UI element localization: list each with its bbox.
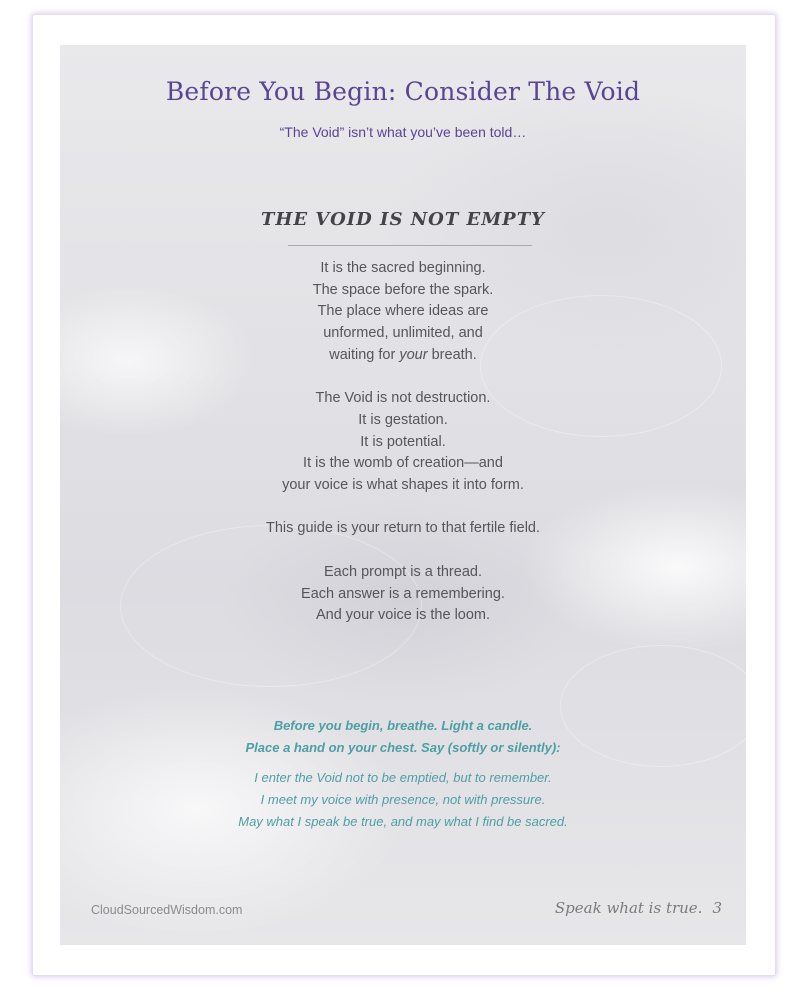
body-line: It is the sacred beginning. [320,260,486,276]
page-title: Before You Begin: Consider The Void [165,77,641,106]
body-line: Each answer is a remembering. [301,585,505,602]
page-number: 3 [712,899,722,917]
invocation-intro-line: Place a hand on your chest. Say (softly or silently): [245,740,561,755]
body-line: unformed, unlimited, and [323,325,483,342]
invocation-line: I enter the Void not to be emptied, but to remember. [254,770,552,785]
body-line: It is potential. [360,433,446,450]
stanza-gap [60,497,746,519]
body-line: The space before the spark. [312,281,494,298]
section-body [60,258,746,627]
footer-tagline: Speak what is true. [554,899,703,917]
invocation-line: May what I speak be true, and may what I find be sacred. [238,814,568,829]
body-text: waiting for [329,346,396,363]
invocation-block [60,715,746,833]
invocation-line: I meet my voice with presence, not with pressure. [260,792,546,807]
body-line: It is the womb of creation—and [303,455,503,472]
body-line: This guide is your return to that fertile field. [265,520,541,537]
body-line [60,345,746,367]
body-line: The Void is not destruction. [315,390,491,407]
footer-tagline-block [555,899,722,917]
body-line: And your voice is the loom. [315,607,491,624]
invocation-intro-line: Before you begin, breathe. Light a candle. [273,718,533,733]
footer-website: CloudSourcedWisdom.com [91,903,243,917]
body-line: your voice is what shapes it into form. [282,477,524,494]
body-text: breath. [431,346,477,363]
document-sheet [33,15,775,975]
page-content [60,45,746,945]
body-line: It is gestation. [358,411,448,428]
stanza-gap [60,367,746,389]
body-line: Each prompt is a thread. [324,563,482,580]
body-emphasis: your [399,346,428,363]
heading-divider [288,245,532,246]
page-subtitle: “The Void” isn’t what you’ve been told… [279,124,527,140]
body-line: The place where ideas are [317,303,489,320]
section-heading: THE VOID IS NOT EMPTY [261,209,545,230]
stanza-gap [60,540,746,562]
invocation-gap [60,759,746,767]
